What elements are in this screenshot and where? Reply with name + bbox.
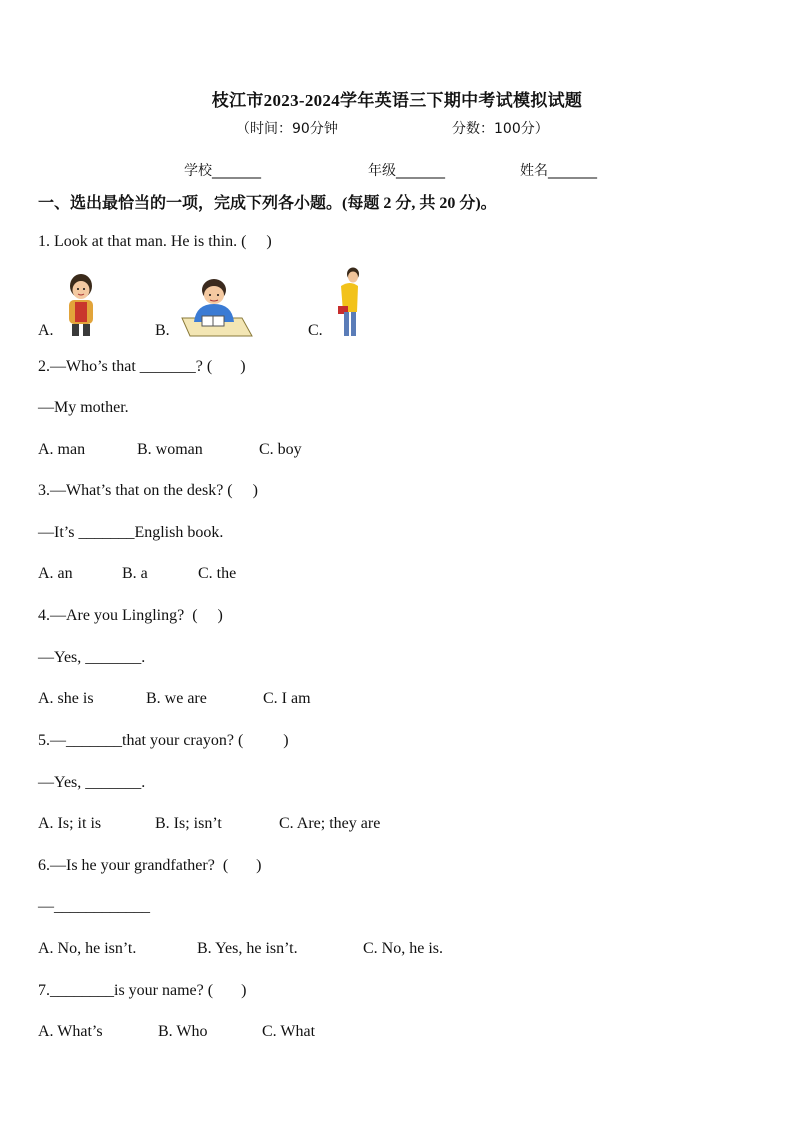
grade-field: 年级_______ bbox=[368, 163, 445, 179]
question-7-option-b: B. Who bbox=[158, 1023, 208, 1040]
question-3-option-a: A. an bbox=[38, 565, 73, 582]
name-field: 姓名_______ bbox=[520, 163, 597, 179]
question-2-option-c: C. boy bbox=[259, 441, 302, 458]
question-1-option-a: A. bbox=[38, 322, 54, 339]
question-3-reply: —It’s _______English book. bbox=[38, 524, 224, 541]
question-4-option-c: C. I am bbox=[263, 690, 311, 707]
question-1-option-c: C. bbox=[308, 322, 323, 339]
question-5-reply: —Yes, _______. bbox=[38, 774, 146, 791]
question-5-option-b: B. Is; isn’t bbox=[155, 815, 222, 832]
question-4-reply: —Yes, _______. bbox=[38, 649, 146, 666]
question-1-option-b: B. bbox=[155, 322, 170, 339]
question-4-option-a: A. she is bbox=[38, 690, 94, 707]
question-2-option-a: A. man bbox=[38, 441, 86, 458]
question-4-stem: 4.—Are you Lingling? ( ) bbox=[38, 607, 223, 624]
question-5-option-a: A. Is; it is bbox=[38, 815, 102, 832]
student-reading-icon bbox=[178, 274, 254, 345]
question-6-option-c: C. No, he is. bbox=[363, 940, 443, 957]
time-label: （时间：90分钟 bbox=[236, 121, 338, 137]
section-heading: 一、选出最恰当的一项，完成下列各小题。(每题 2 分, 共 20 分)。 bbox=[38, 195, 497, 212]
exam-title: 枝江市2023-2024学年英语三下期中考试模拟试题 bbox=[211, 91, 583, 110]
question-6-option-a: A. No, he isn’t. bbox=[38, 940, 137, 957]
question-2-stem: 2.—Who’s that _______? ( ) bbox=[38, 358, 246, 375]
question-3-option-b: B. a bbox=[122, 565, 148, 582]
question-7-option-c: C. What bbox=[262, 1023, 316, 1040]
question-5-option-c: C. Are; they are bbox=[279, 815, 381, 832]
thin-man-icon bbox=[332, 266, 366, 343]
question-6-reply: —____________ bbox=[38, 898, 150, 915]
question-4-option-b: B. we are bbox=[146, 690, 207, 707]
question-3-stem: 3.—What’s that on the desk? ( ) bbox=[38, 482, 258, 499]
question-1-stem: 1. Look at that man. He is thin. ( ) bbox=[38, 233, 272, 250]
boy-icon bbox=[62, 272, 100, 343]
question-5-stem: 5.—_______that your crayon? ( ) bbox=[38, 732, 289, 749]
question-2-reply: —My mother. bbox=[38, 399, 129, 416]
question-7-stem: 7.________is your name? ( ) bbox=[38, 982, 247, 999]
question-6-stem: 6.—Is he your grandfather? ( ) bbox=[38, 857, 262, 874]
question-7-option-a: A. What’s bbox=[38, 1023, 103, 1040]
question-3-option-c: C. the bbox=[198, 565, 237, 582]
question-6-option-b: B. Yes, he isn’t. bbox=[197, 940, 298, 957]
school-field: 学校_______ bbox=[184, 163, 261, 179]
question-2-option-b: B. woman bbox=[137, 441, 203, 458]
score-label: 分数：100分） bbox=[452, 121, 549, 137]
